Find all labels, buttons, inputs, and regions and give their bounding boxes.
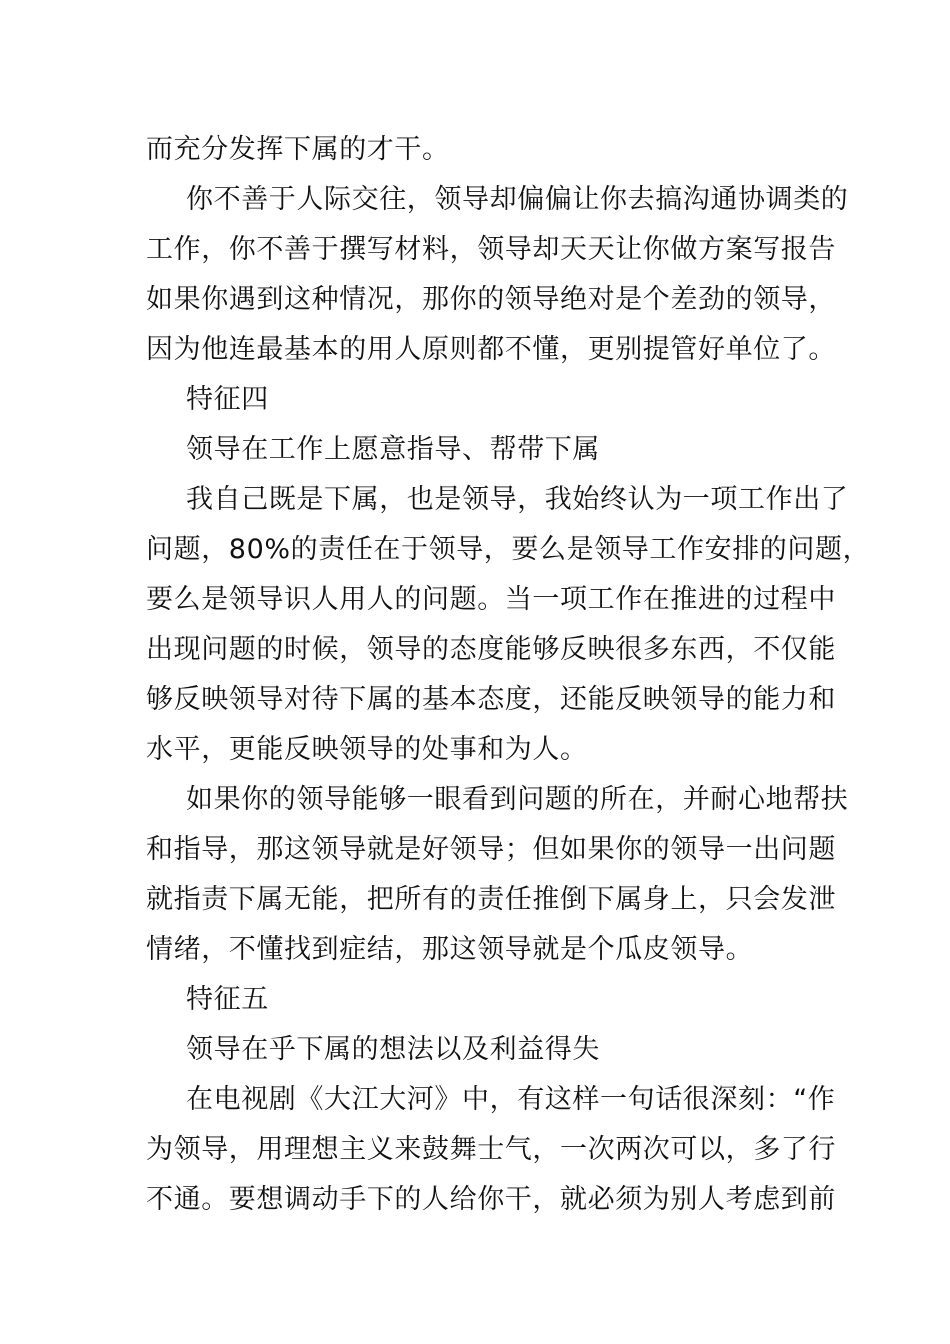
text-line bbox=[0, 930, 950, 970]
text-line bbox=[0, 1130, 950, 1170]
line-text: 出现问题的时候，领导的态度能够反映很多东西，不仅能 bbox=[146, 634, 836, 665]
subheading-text: 领导在工作上愿意指导、帮带下属 bbox=[186, 434, 600, 465]
line-text: 工作，你不善于撰写材料，领导却天天让你做方案写报告 bbox=[146, 234, 836, 265]
text-line bbox=[0, 830, 950, 870]
line-text: 如果你遇到这种情况，那你的领导绝对是个差劲的领导， bbox=[146, 284, 836, 315]
text-line bbox=[0, 530, 950, 570]
text-line bbox=[0, 630, 950, 670]
line-text: 和指导，那这领导就是好领导；但如果你的领导一出问题 bbox=[146, 834, 836, 865]
text-line bbox=[0, 580, 950, 620]
section-subheading bbox=[0, 1030, 950, 1070]
section-heading bbox=[0, 980, 950, 1020]
text-line bbox=[0, 730, 950, 770]
line-text: 我自己既是下属，也是领导，我始终认为一项工作出了 bbox=[186, 484, 849, 515]
line-text: 要么是领导识人用人的问题。当一项工作在推进的过程中 bbox=[146, 584, 836, 615]
text-line bbox=[0, 330, 950, 370]
line-text: 如果你的领导能够一眼看到问题的所在，并耐心地帮扶 bbox=[186, 784, 849, 815]
line-text: 情绪，不懂找到症结，那这领导就是个瓜皮领导。 bbox=[146, 934, 754, 965]
section-heading bbox=[0, 380, 950, 420]
text-line bbox=[0, 880, 950, 920]
line-text: 在电视剧《大江大河》中，有这样一句话很深刻：“作 bbox=[186, 1084, 836, 1115]
line-text: 不通。要想调动手下的人给你干，就必须为别人考虑到前 bbox=[146, 1184, 836, 1215]
text-line bbox=[0, 130, 950, 170]
line-text: 为领导，用理想主义来鼓舞士气，一次两次可以，多了行 bbox=[146, 1134, 836, 1165]
line-text: 你不善于人际交往，领导却偏偏让你去搞沟通协调类的 bbox=[186, 184, 849, 215]
line-text: 而充分发挥下属的才干。 bbox=[146, 134, 450, 165]
line-text: 因为他连最基本的用人原则都不懂，更别提管好单位了。 bbox=[146, 334, 836, 365]
section-subheading bbox=[0, 430, 950, 470]
text-line bbox=[0, 680, 950, 720]
line-text: 水平，更能反映领导的处事和为人。 bbox=[146, 734, 588, 765]
heading-text: 特征四 bbox=[186, 384, 269, 415]
text-line bbox=[0, 280, 950, 320]
subheading-text: 领导在乎下属的想法以及利益得失 bbox=[186, 1034, 600, 1065]
text-line bbox=[0, 1180, 950, 1220]
heading-text: 特征五 bbox=[186, 984, 269, 1015]
text-line bbox=[0, 230, 950, 270]
paragraph-first-line bbox=[0, 180, 950, 220]
line-text: 够反映领导对待下属的基本态度，还能反映领导的能力和 bbox=[146, 684, 836, 715]
paragraph-first-line bbox=[0, 1080, 950, 1120]
paragraph-first-line bbox=[0, 780, 950, 820]
line-text: 问题，80%的责任在于领导，要么是领导工作安排的问题， bbox=[146, 534, 871, 565]
line-text: 就指责下属无能，把所有的责任推倒下属身上，只会发泄 bbox=[146, 884, 836, 915]
paragraph-first-line bbox=[0, 480, 950, 520]
